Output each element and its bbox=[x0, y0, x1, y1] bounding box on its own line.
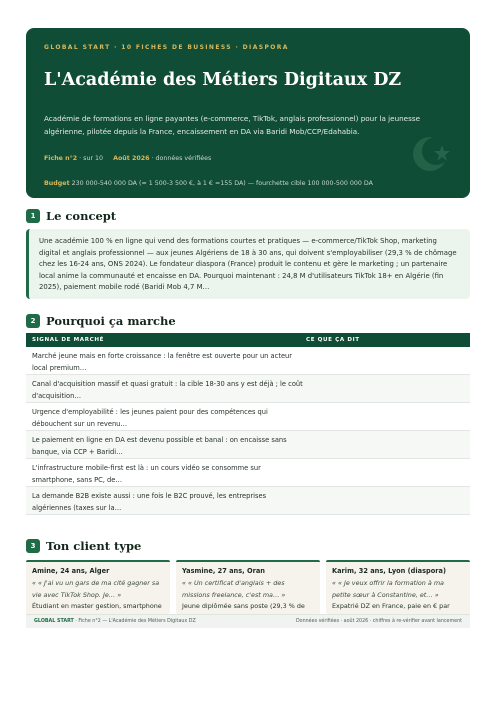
date-note: · données vérifiées bbox=[151, 155, 212, 162]
table-row bbox=[26, 403, 470, 431]
section-header-why bbox=[26, 313, 176, 329]
hero-description: Académie de formations en ligne payantes (e-commerce, TikTok, anglais professionnel) pour la jeunesse algérienne, pilotée depuis la France, encaissement en DA via Baridi Mob/CCP/Edahabia. bbox=[44, 114, 421, 136]
section-title: Pourquoi ça marche bbox=[46, 314, 176, 328]
table-row bbox=[26, 347, 470, 375]
hero-banner bbox=[26, 28, 470, 198]
persona-body: Expatrié DZ en France, paie en € par bbox=[332, 602, 450, 611]
persona-name: Amine, 24 ans, Alger bbox=[32, 567, 110, 575]
table-cell: Urgence d'employabilité : les jeunes paient pour des compétences qui débouchent sur un revenu… bbox=[32, 408, 268, 428]
section-number: 1 bbox=[26, 209, 40, 223]
table-cell: La demande B2B existe aussi : une fois le B2C prouvé, les entreprises algériennes (taxes sur la… bbox=[32, 492, 267, 512]
persona-body: Étudiant en master gestion, smartphone bbox=[32, 602, 162, 611]
table-cell: L'infrastructure mobile-first est là : un cours vidéo se consomme sur smartphone, sans PC, de… bbox=[32, 464, 261, 484]
section-number: 3 bbox=[26, 539, 40, 553]
section-header-client bbox=[26, 538, 141, 554]
section-header-concept bbox=[26, 208, 116, 224]
page-title: L'Académie des Métiers Digitaux DZ bbox=[44, 70, 402, 90]
persona-card bbox=[176, 560, 320, 614]
table-row bbox=[26, 487, 470, 515]
table-cell: Le paiement en ligne en DA est devenu possible et banal : on encaisse sans banque, via CCP + Baridi… bbox=[32, 436, 287, 456]
section-title: Le concept bbox=[46, 209, 117, 223]
footer-left bbox=[34, 619, 196, 624]
budget-value: 230 000-540 000 DA (≈ 1 500-3 500 €, à 1 € =155 DA) — fourchette cible 100 000-500 000 DA bbox=[71, 180, 373, 187]
table-cell: Marché jeune mais en forte croissance : la fenêtre est ouverte pour un acteur local premium… bbox=[32, 352, 293, 372]
hero-kicker: GLOBAL START · 10 FICHES DE BUSINESS · DIASPORA bbox=[44, 44, 289, 51]
page-footer bbox=[26, 614, 470, 628]
persona-quote: « « Je veux offrir la formation à ma petite sœur à Constantine, et… » bbox=[332, 579, 444, 599]
persona-card bbox=[326, 560, 470, 614]
hero-budget bbox=[44, 180, 373, 187]
footer-right: Données vérifiées · août 2026 · chiffres à re-vérifier avant lancement bbox=[295, 619, 462, 624]
table-row bbox=[26, 375, 470, 403]
fiche-of: · sur 10 bbox=[79, 155, 104, 162]
column-header-meaning: CE QUE ÇA DIT bbox=[306, 337, 360, 343]
hero-meta bbox=[44, 155, 211, 162]
fiche-label: Fiche n°2 bbox=[44, 155, 78, 162]
footer-fiche: · Fiche n°2 — L'Académie des Métiers Digitaux DZ bbox=[75, 619, 196, 624]
budget-label: Budget bbox=[44, 180, 70, 187]
column-header-signal: SIGNAL DE MARCHÉ bbox=[32, 337, 105, 343]
section-number: 2 bbox=[26, 314, 40, 328]
concept-box: Une académie 100 % en ligne qui vend des formations courtes et pratiques — e-commerce/TikTok Shop, marketing digital et anglais professionnel — aux jeunes Algériens de 18 à 30 ans, qui doivent s'employabiliser (29,3 % de chômage chez les 16-24 ans, ONS 2024). Le fondateur diaspora (France) produit le contenu et gère le marketing ; un partenaire local anime la communauté et encaisse en DA. Pourquoi maintenant : 24,8 M d'utilisateurs TikTok 18+ en Algérie (fin 2025), paiement mobile rodé (Baridi Mob 4,7 M… bbox=[26, 229, 470, 299]
persona-quote: « « Un certificat d'anglais + des missions freelance, c'est ma… » bbox=[182, 579, 286, 599]
footer-brand: GLOBAL START bbox=[34, 619, 74, 624]
section-title: Ton client type bbox=[46, 539, 142, 553]
persona-name: Yasmine, 27 ans, Oran bbox=[182, 567, 265, 575]
persona-body: Jeune diplômée sans poste (29,3 % de bbox=[182, 602, 305, 611]
table-row bbox=[26, 459, 470, 487]
table-header bbox=[26, 333, 470, 347]
signals-table bbox=[26, 333, 470, 515]
table-cell: Canal d'acquisition massif et quasi gratuit : la cible 18-30 ans y est déjà ; le coût d'acquisition… bbox=[32, 380, 303, 400]
date-label: Août 2026 bbox=[113, 155, 150, 162]
persona-cards bbox=[26, 560, 470, 614]
persona-name: Karim, 32 ans, Lyon (diaspora) bbox=[332, 567, 446, 575]
persona-card bbox=[26, 560, 170, 614]
persona-quote: « « J'ai vu un gars de ma cité gagner sa vie avec TikTok Shop. Je… » bbox=[32, 579, 160, 599]
table-row bbox=[26, 431, 470, 459]
